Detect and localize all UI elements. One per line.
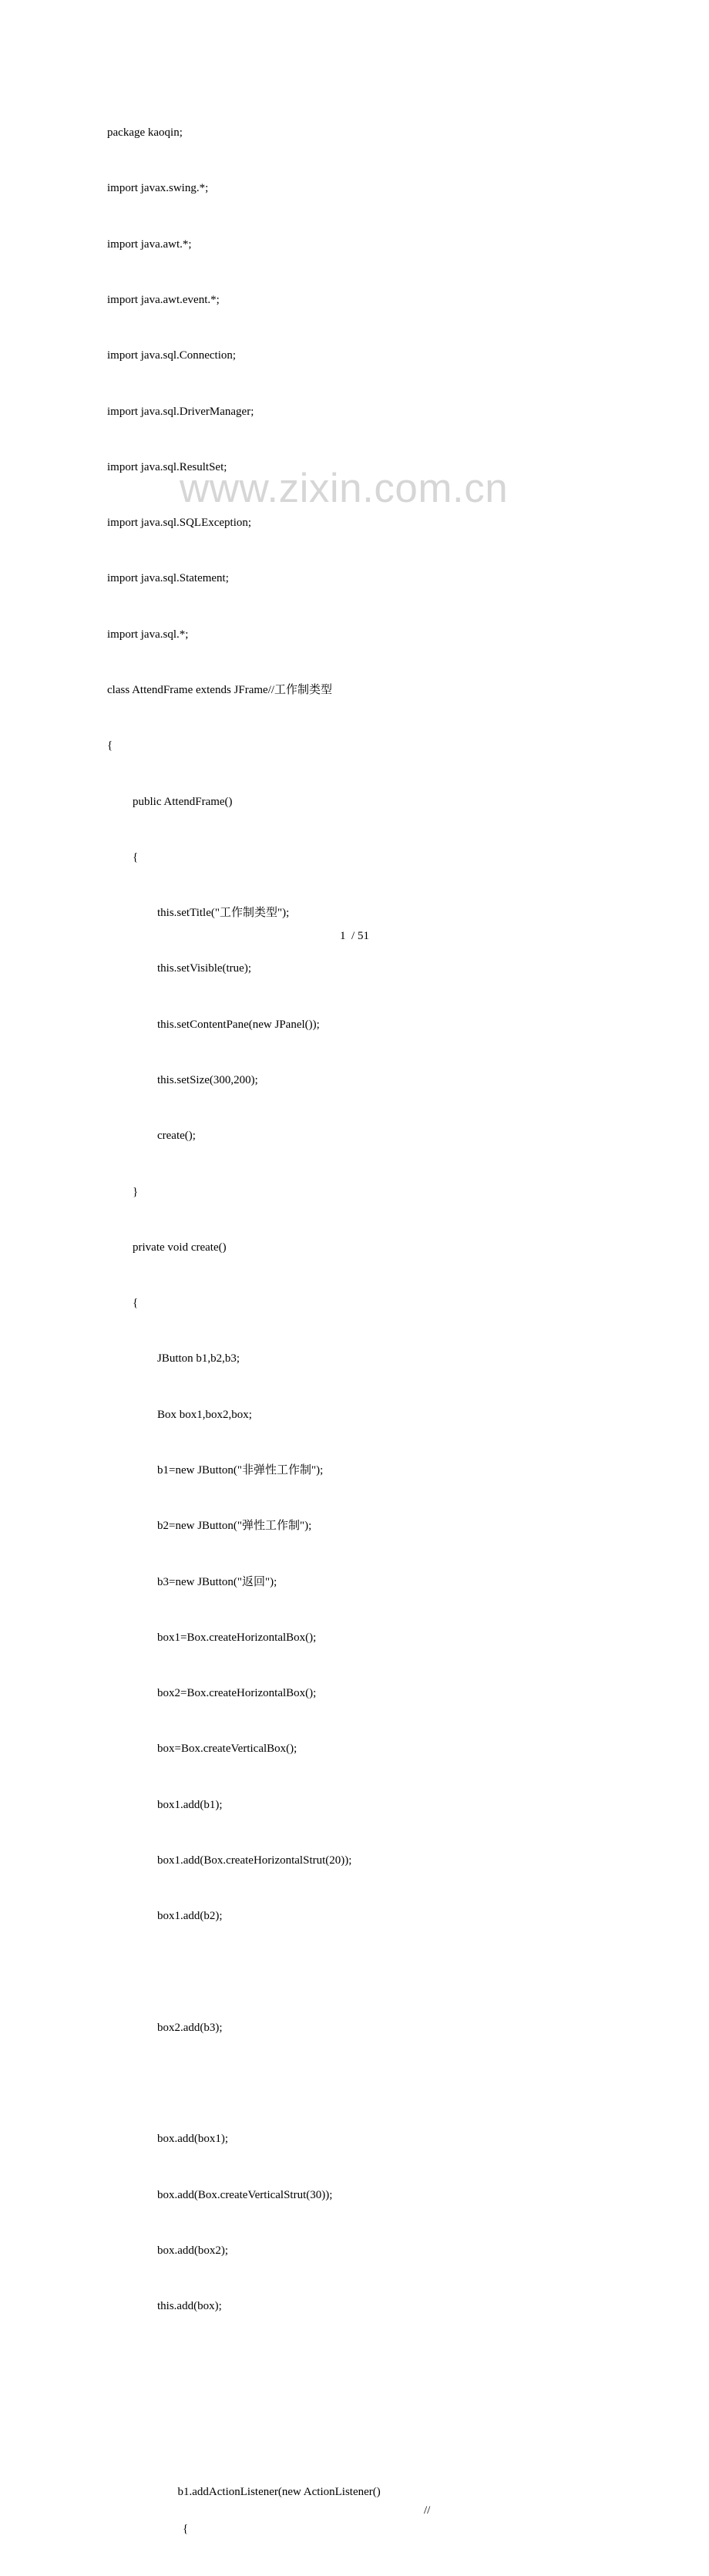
code-line: { bbox=[107, 739, 113, 753]
code-line: import java.sql.Statement; bbox=[107, 572, 229, 585]
code-line: this.setSize(300,200); bbox=[157, 1073, 258, 1086]
code-line: box1.add(b1); bbox=[157, 1798, 223, 1811]
code-line: box.add(box2); bbox=[157, 2244, 229, 2257]
code-line: box1.add(Box.createHorizontalStrut(20)); bbox=[157, 1854, 352, 1867]
code-line: private void create() bbox=[133, 1241, 227, 1254]
code-line bbox=[107, 2352, 381, 2371]
code-line: b1=new JButton("非弹性工作制"); bbox=[157, 1463, 324, 1477]
code-line: import javax.swing.*; bbox=[107, 182, 209, 195]
code-line: JButton b1,b2,b3; bbox=[157, 1352, 240, 1365]
code-line: this.setTitle("工作制类型"); bbox=[157, 907, 290, 920]
code-line: } bbox=[133, 1185, 139, 1198]
code-line: { bbox=[183, 2523, 189, 2536]
code-line: box2.add(b3); bbox=[157, 2021, 223, 2034]
code-line bbox=[107, 2464, 431, 2517]
code-line: box1=Box.createHorizontalBox(); bbox=[157, 1631, 317, 1644]
code-line bbox=[107, 1962, 381, 1981]
code-line: import java.awt.event.*; bbox=[107, 294, 220, 307]
page-current: 1 bbox=[340, 930, 346, 942]
code-line: package kaoqin; bbox=[107, 126, 183, 140]
code-line: { bbox=[133, 1297, 139, 1310]
code-line: box1.add(b2); bbox=[157, 1910, 223, 1923]
code-line: this.setVisible(true); bbox=[157, 962, 251, 975]
code-line: import java.sql.SQLException; bbox=[107, 517, 252, 530]
code-line: public AttendFrame() bbox=[133, 795, 233, 808]
code-line: Box box1,box2,box; bbox=[157, 1408, 252, 1421]
page-separator: / bbox=[351, 930, 355, 942]
code-line-text: b1.addActionListener(new ActionListener() bbox=[177, 2486, 381, 2499]
code-listing bbox=[107, 86, 431, 2576]
code-line bbox=[107, 2074, 381, 2093]
watermark: www.zixin.com.cn bbox=[180, 466, 509, 511]
code-comment: // bbox=[424, 2504, 431, 2517]
code-line bbox=[107, 2409, 381, 2427]
page-total: 51 bbox=[357, 930, 369, 942]
code-line: class AttendFrame extends JFrame//工作制类型 bbox=[107, 684, 333, 696]
code-line: create(); bbox=[157, 1130, 196, 1143]
code-line: this.setContentPane(new JPanel()); bbox=[157, 1018, 320, 1031]
code-line: import java.sql.ResultSet; bbox=[107, 460, 227, 473]
code-line: b2=new JButton("弹性工作制"); bbox=[157, 1520, 312, 1533]
code-line: import java.sql.DriverManager; bbox=[107, 405, 254, 418]
code-line: box.add(box1); bbox=[157, 2133, 229, 2146]
code-line: { bbox=[133, 850, 139, 864]
code-line: import java.sql.Connection; bbox=[107, 349, 237, 362]
code-line: box.add(Box.createVerticalStrut(30)); bbox=[157, 2188, 333, 2201]
page-footer bbox=[0, 930, 709, 943]
code-line: box=Box.createVerticalBox(); bbox=[157, 1743, 297, 1756]
code-line: this.add(box); bbox=[157, 2300, 222, 2313]
code-line: box2=Box.createHorizontalBox(); bbox=[157, 1687, 317, 1700]
code-line: import java.awt.*; bbox=[107, 237, 192, 251]
code-line: import java.sql.*; bbox=[107, 628, 189, 641]
code-line: b3=new JButton("返回"); bbox=[157, 1575, 277, 1588]
